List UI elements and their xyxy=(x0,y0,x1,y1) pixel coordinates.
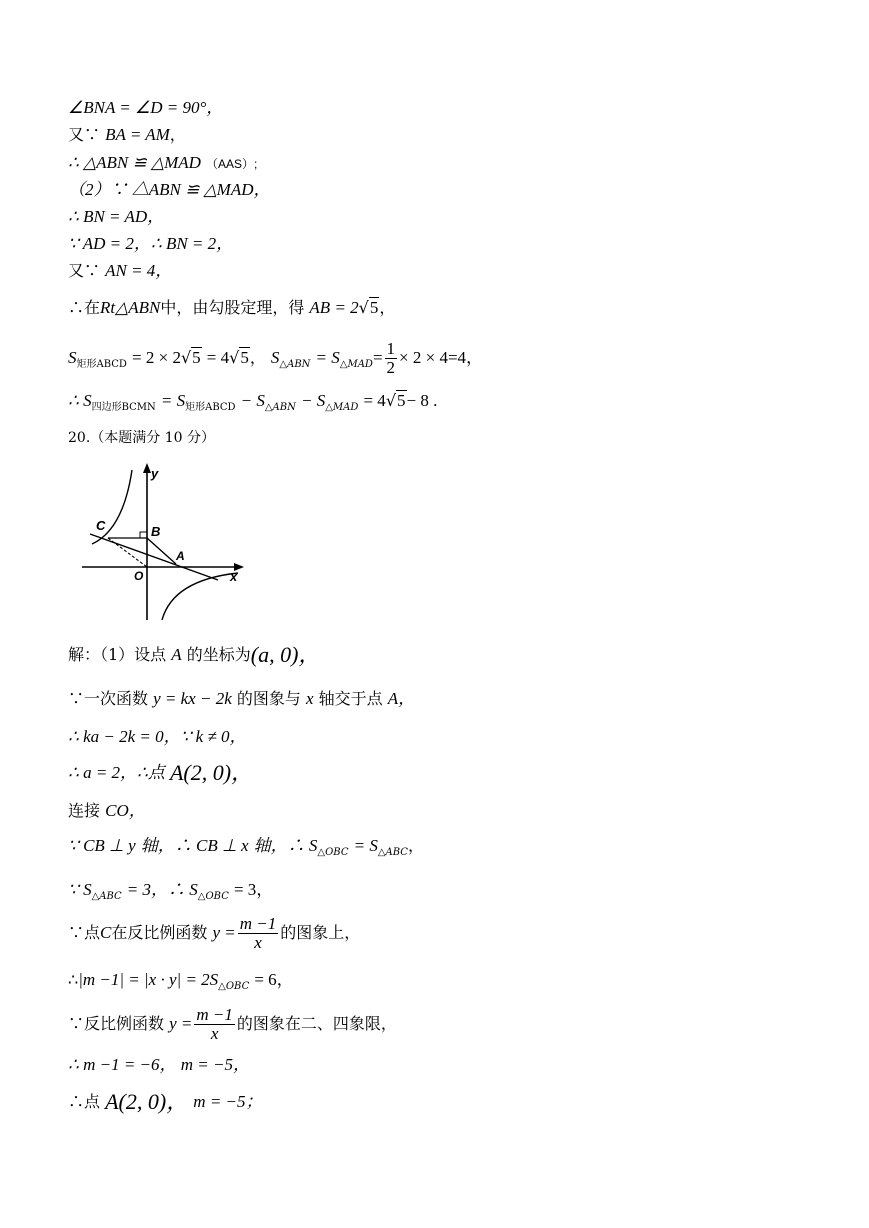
line-a-equals-2: ∴ a = 2，∴点 A(2, 0)， xyxy=(68,760,254,785)
line-angle-bna: ∠BNA = ∠D = 90°， xyxy=(68,98,224,117)
line-cb-perpendicular: ∵ CB ⊥ y 轴，∴ CB ⊥ x 轴，∴ $S_{\triangle OBC} = S_{\triangle ABC}$， xyxy=(68,836,424,858)
line-connect-co: 连接 CO， xyxy=(68,801,146,820)
line-pythagoras: ∴在Rt△ABN中，由勾股定理，得 AB = 2√5， xyxy=(68,298,396,317)
sqrt-5: √5 xyxy=(358,298,379,317)
y-axis-arrow xyxy=(143,463,151,473)
fraction-m-minus-1-over-x-2: $\frac{m -1}{x}$ xyxy=(196,1005,233,1043)
line-solution-start: 解：（1）设点 A 的坐标为(a, 0)， xyxy=(68,642,321,667)
right-angle-marker xyxy=(140,532,147,538)
line-hyperbola-quadrants: ∵反比例函数 y = $\frac{m -1}{x}$ 的图象在二、四象限， xyxy=(68,1005,397,1043)
line-answer-part1: ∴点 A(2, 0)， m = −5； xyxy=(68,1089,263,1114)
line-ba-am: 又∵ BA = AM， xyxy=(68,125,186,144)
line-ka-2k: ∴ ka − 2k = 0，∵ k ≠ 0， xyxy=(68,727,247,746)
fraction-m-minus-1-over-x: $\frac{m -1}{x}$ xyxy=(239,914,277,952)
line-ad-2: ∵ AD = 2，∴ BN = 2， xyxy=(68,234,234,253)
fraction-one-half: $\frac{1}{2}$ xyxy=(386,339,396,377)
line-area-rectangle: $S_{矩形ABCD} = 2 \times 2√5 = 4√5$， $S_{\triangle ABN} = S_{\triangle MAD}=$ $\frac{1}{2}$ × 2 × 4=4， xyxy=(68,339,484,377)
line-area-abc-3: ∵ $S_{\triangle ABC} = 3$，∴ $S_{\triangle OBC} = 3$， xyxy=(68,880,274,902)
hyperbola-branch-lower-right xyxy=(162,573,238,620)
line-part2-congruence: （2）∵ △ABN ≌ △MAD， xyxy=(68,180,271,199)
line-bn-ad: ∴ BN = AD， xyxy=(68,207,165,226)
line-linear-function: ∵一次函数 y = kx − 2k 的图象与 x 轴交于点 A， xyxy=(68,689,416,708)
label-x: x xyxy=(230,569,238,584)
label-o: O xyxy=(134,569,144,583)
line-abs-m-minus-1: ∴|m $-1| = |x \cdot y| = 2S_{\triangle OBC} = 6$， xyxy=(68,970,294,992)
question-20-heading: 20.（本题满分 10 分） xyxy=(68,430,215,446)
label-y: y xyxy=(151,466,159,481)
line-m-equals-minus5: ∴ m −1 = −6， m = −5， xyxy=(68,1055,250,1074)
function-graph-figure xyxy=(78,460,250,625)
line-area-quadrilateral: ∴ $S_{四边形BCMN} = S_{矩形ABCD} - S_{\triangle ABN} - S_{\triangle MAD} = 4√5- 8$ . xyxy=(68,391,438,413)
line-an-4: 又∵ AN = 4， xyxy=(68,261,173,280)
line-y-kx-2k xyxy=(90,534,218,580)
line-point-c-on-hyperbola: ∵点C在反比例函数 y = $\frac{m -1}{x}$ 的图象上， xyxy=(68,914,361,952)
line-congruence-aas: ∴ △ABN ≌ △MAD （AAS）; xyxy=(68,153,258,172)
label-a: A xyxy=(176,549,185,563)
label-c: C xyxy=(96,518,106,533)
label-b: B xyxy=(151,524,161,539)
